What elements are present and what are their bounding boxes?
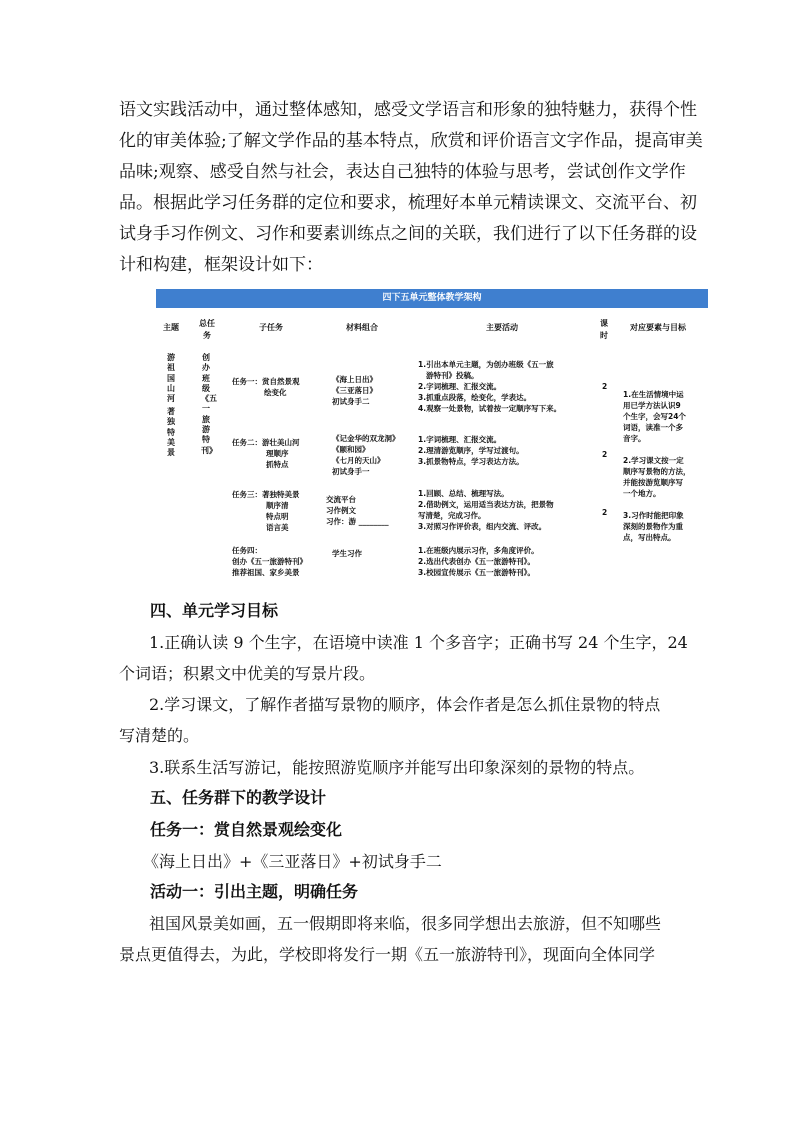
row4-activity: 3.校园宣传展示《五一旅游特刊》。 (418, 568, 535, 577)
section4-heading: 四、单元学习目标 (150, 601, 279, 620)
header-materials: 材料组合 (346, 323, 378, 332)
header-task-bottom: 务 (203, 331, 211, 340)
row3-subtask-line: 顺序清 (266, 501, 289, 510)
goal-line: 词语，读准一个多 (623, 423, 683, 432)
row3-material: 习作：游 ________ (326, 517, 389, 526)
row1-subtask-line: 绘变化 (264, 388, 287, 397)
row3-material: 交流平台 (326, 495, 356, 504)
row4-material: 学生习作 (332, 549, 362, 558)
task1-heading: 任务一：赏自然景观绘变化 (150, 820, 343, 839)
row2-subtask-line: 任务二：游壮美山河 (232, 438, 300, 447)
intro-line: 品。根据此学习任务群的定位和要求，梳理好本单元精读课文、交流平台、初 (119, 193, 697, 213)
goal-line: 用已学方法认识9 (623, 401, 681, 410)
header-subtask: 子任务 (259, 323, 283, 332)
row2-activity: 2.理清游览顺序，学写过渡句。 (418, 446, 524, 455)
framework-table (156, 289, 708, 589)
header-activity: 主要活动 (486, 323, 518, 332)
goal-line: 点，写出特点。 (623, 533, 676, 542)
row1-activity: 4.观察一处景物，试着按一定顺序写下来。 (418, 404, 562, 413)
goal-line: 2.学习课文按一定 (623, 456, 684, 465)
body-line1: 祖国风景美如画，五一假期即将来临，很多同学想出去旅游，但不知哪些 (149, 914, 662, 933)
goal-line: 个生字，会写24个 (623, 412, 686, 421)
row3-activity: 2.借助例文，运用适当表达方法，把景物 (418, 500, 554, 509)
intro-paragraph (119, 95, 703, 281)
header-theme: 主题 (163, 323, 179, 332)
intro-line: 试身手习作例文、习作和要素训练点之间的关联，我们进行了以下任务群的设 (119, 224, 697, 244)
row4-activity: 2.选出代表创办《五一旅游特刊》。 (418, 557, 535, 566)
body-line2: 景点更值得去，为此，学校即将发行一期《五一旅游特刊》，现面向全体同学 (119, 945, 656, 964)
row2-hours: 2 (602, 450, 608, 459)
theme-vertical-1: 游祖国山河 (167, 353, 175, 404)
row1-activity: 1.引出本单元主题，为创办班级《五一旅 (418, 360, 554, 369)
row3-activity: 3.对照习作评价表，组内交流、评改。 (418, 522, 547, 531)
goal-line: 1.在生活情境中运 (623, 390, 684, 399)
goal-line: 深刻的景物作为重 (623, 522, 683, 531)
header-task-top: 总任 (199, 319, 215, 328)
goal-line: 并能按游览顺序写 (623, 478, 683, 487)
row4-subtask-line: 创办《五一旅游特刊》 (232, 557, 307, 566)
table-title: 四下五单元整体教学架构 (156, 289, 708, 308)
header-hours-top: 课 (600, 319, 608, 328)
row1-activity: 游特刊》投稿。 (426, 371, 479, 380)
goal1-line1: 1.正确认读 9 个生字，在语境中读准 1 个多音字；正确书写 24 个生字，24 (149, 633, 688, 652)
goal3-line: 3.联系生活写游记，能按照游览顺序并能写出印象深刻的景物的特点。 (149, 758, 645, 777)
row1-subtask-line: 任务一：赏自然景观 (232, 377, 300, 386)
intro-line: 语文实践活动中，通过整体感知，感受文学语言和形象的独特魅力，获得个性 (119, 100, 697, 120)
header-hours-bottom: 时 (600, 331, 608, 340)
theme-vertical-2: 著独特美景 (167, 407, 175, 458)
row1-activity: 3.抓重点段落，绘变化，学表达。 (418, 393, 532, 402)
row2-material: 《颐和园》 (332, 445, 370, 454)
row3-hours: 2 (602, 508, 608, 517)
row2-material: 初试身手一 (332, 467, 370, 476)
row2-material: 《记金华的双龙洞》 (332, 434, 400, 443)
row2-activity: 3.抓景物特点，学习表达方法。 (418, 457, 524, 466)
row1-material: 初试身手二 (332, 397, 370, 406)
goal-line: 顺序写景物的方法， (623, 467, 691, 476)
row1-activity: 2.字词梳理、汇报交流。 (418, 382, 502, 391)
header-goals: 对应要素与目标 (630, 323, 686, 332)
row3-activity: 写清楚，完成习作。 (418, 511, 486, 520)
row1-material: 《三亚落日》 (332, 386, 377, 395)
row4-subtask-line: 推荐祖国、家乡美景 (232, 568, 300, 577)
row2-subtask-line: 抓特点 (266, 460, 289, 469)
goal-line: 一个地方。 (623, 489, 661, 498)
goal2-line2: 写清楚的。 (119, 726, 200, 745)
row1-hours: 2 (602, 382, 608, 391)
row3-subtask-line: 语言美 (266, 523, 289, 532)
row1-material: 《海上日出》 (332, 375, 377, 384)
row4-activity: 1.在班级内展示习作，多角度评价。 (418, 546, 539, 555)
task1-materials: 《海上日出》+《三亚落日》+初试身手二 (143, 852, 442, 871)
row4-subtask-line: 任务四： (232, 546, 262, 555)
row3-material: 习作例文 (326, 506, 356, 515)
row2-activity: 1.字词梳理、汇报交流。 (418, 435, 502, 444)
row3-subtask-line: 特点明 (266, 512, 289, 521)
row3-activity: 1.回顾、总结、梳理写法。 (418, 489, 509, 498)
goal2-line1: 2.学习课文，了解作者描写景物的顺序，体会作者是怎么抓住景物的特点 (149, 695, 661, 714)
goal-line: 音字。 (623, 434, 646, 443)
row2-material: 《七月的天山》 (332, 456, 385, 465)
task-vertical: 创办班级《五一旅游特刊》 (201, 353, 217, 455)
activity1-heading: 活动一：引出主题，明确任务 (150, 882, 359, 901)
intro-line: 品味;观察、感受自然与社会，表达自己独特的体验与思考，尝试创作文学作 (119, 162, 686, 182)
goal1-line2: 个词语；积累文中优美的写景片段。 (119, 664, 376, 683)
intro-line: 计和构建，框架设计如下： (119, 255, 323, 275)
goal-line: 3.习作时能把印象 (623, 511, 684, 520)
intro-line: 化的审美体验;了解文学作品的基本特点，欣赏和评价语言文字作品，提高审美 (119, 131, 703, 151)
row2-subtask-line: 理顺序 (266, 449, 289, 458)
section5-heading: 五、任务群下的教学设计 (150, 788, 327, 807)
row3-subtask-line: 任务三：著独特美景 (232, 490, 300, 499)
